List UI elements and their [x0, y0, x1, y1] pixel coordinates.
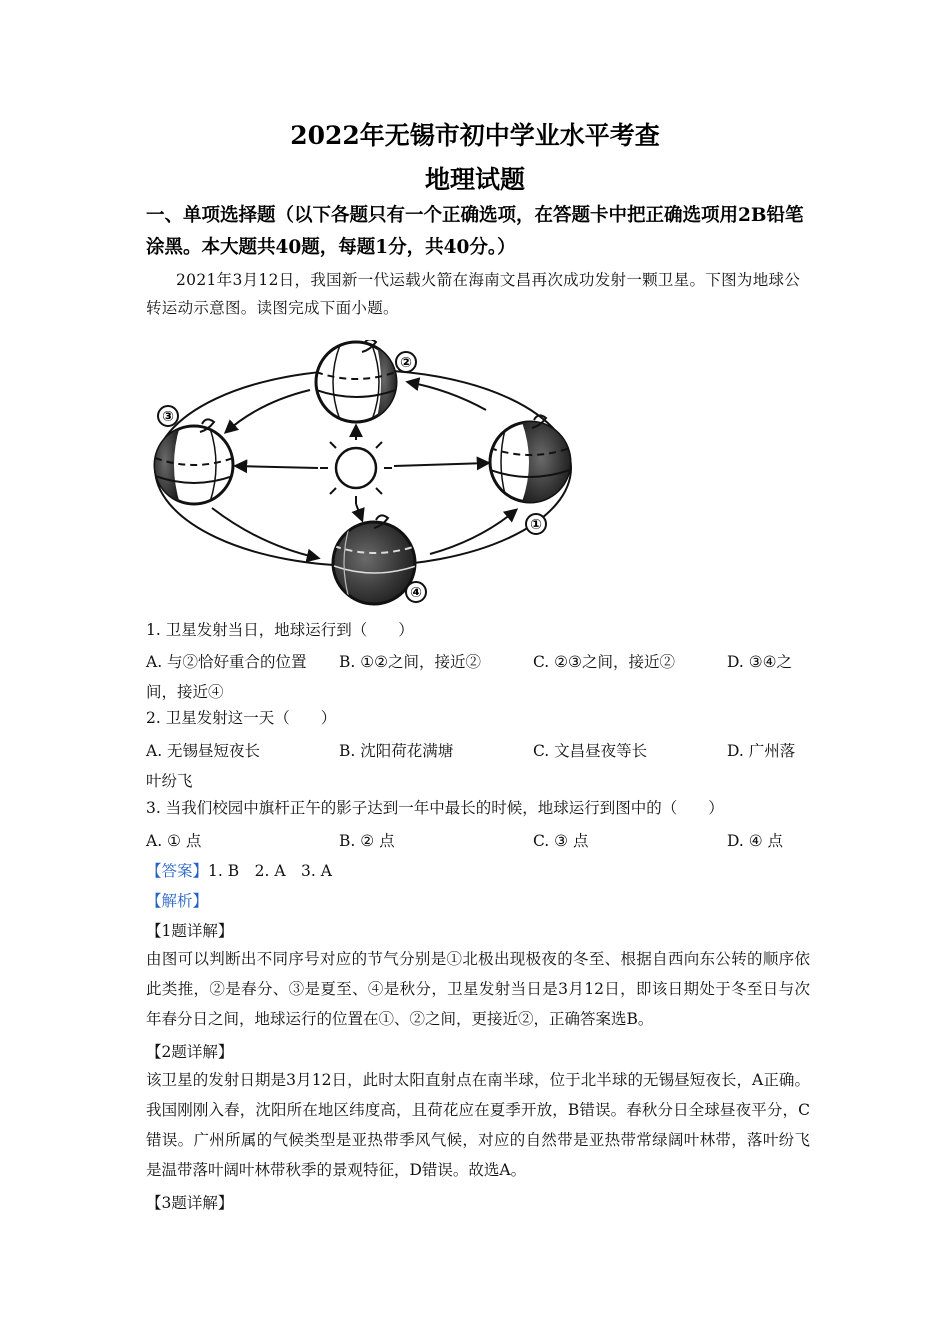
q3-option-a: A. ① 点 [146, 832, 202, 850]
ray-to-4 [356, 504, 362, 520]
label-marker-2 [396, 352, 416, 372]
q2-option-d-continued: 叶纷飞 [146, 772, 193, 790]
ray-to-1 [394, 463, 488, 466]
label-2: ② [400, 355, 412, 371]
analysis-tag: 【解析】 [146, 892, 209, 910]
earth-position-3 [155, 419, 233, 504]
q3-option-b: B. ② 点 [339, 832, 395, 850]
q1-option-b: B. ①②之间，接近② [339, 653, 482, 671]
q3-option-c: C. ③ 点 [533, 832, 589, 850]
label-1: ① [530, 517, 542, 533]
ray-to-3 [236, 466, 318, 468]
answer-line [146, 859, 332, 881]
earth-position-1 [490, 415, 570, 502]
sun-icon [320, 432, 392, 504]
label-marker-3 [158, 406, 178, 426]
q1-option-a: A. 与②恰好重合的位置 [146, 653, 307, 671]
q1-option-c: C. ②③之间，接近② [533, 653, 675, 671]
question-1-stem: 1. 卫星发射当日，地球运行到（ ） [146, 621, 414, 639]
question-3-stem: 3. 当我们校园中旗杆正午的影子达到一年中最长的时候，地球运行到图中的（ ） [146, 799, 724, 817]
detail-3-heading: 【3题详解】 [146, 1194, 234, 1212]
earth-position-4 [333, 515, 416, 604]
question-2-options [146, 739, 816, 759]
q1-option-d-continued: 间，接近④ [146, 683, 224, 701]
q2-option-c: C. 文昌昼夜等长 [533, 742, 648, 760]
label-3: ③ [162, 409, 174, 425]
q3-option-d: D. ④ 点 [727, 832, 784, 850]
label-4: ④ [410, 585, 422, 601]
orbit-arrow-3-4 [212, 508, 318, 558]
section-heading: 一、单项选择题（以下各题只有一个正确选项，在答题卡中把正确选项用2B铅笔涂黑。本大题共40题，每题1分，共40分。） [146, 205, 804, 258]
detail-2-text: 该卫星的发射日期是3月12日，此时太阳直射点在南半球，位于北半球的无锡昼短夜长，A正确。我国刚刚入春，沈阳所在地区纬度高，且荷花应在夏季开放，B错误。春秋分日全球昼夜平分，C错误。广州所属的气候类型是亚热带季风气候，对应的自然带是亚热带常绿阔叶林带，落叶纷飞是温带落叶阔叶林带秋季的景观特征，D错误。故选A。 [146, 1071, 810, 1179]
detail-2-heading: 【2题详解】 [146, 1043, 234, 1061]
orbit-arrow-2-3 [226, 390, 310, 432]
q2-option-a: A. 无锡昼短夜长 [146, 742, 261, 760]
q2-option-d: D. 广州落 [727, 742, 796, 760]
detail-1-text: 由图可以判断出不同序号对应的节气分别是①北极出现极夜的冬至、根据自西向东公转的顺序依此类推，②是春分、③是夏至、④是秋分，卫星发射当日是3月12日，即该日期处于冬至日与次年春分日之间，地球运行的位置在①、②之间，更接近②，正确答案选B。 [146, 950, 810, 1028]
detail-1-heading: 【1题详解】 [146, 922, 234, 940]
answer-text: 1. B 2. A 3. A [208, 862, 332, 880]
orbit-arrow-4-1 [430, 510, 516, 554]
intro-paragraph: 2021年3月12日，我国新一代运载火箭在海南文昌再次成功发射一颗卫星。下图为地球公转运动示意图。读图完成下面小题。 [146, 271, 801, 317]
earth-position-2 [316, 340, 396, 422]
page-subtitle: 地理试题 [424, 165, 525, 194]
q1-option-d: D. ③④之 [727, 653, 793, 671]
question-2-stem: 2. 卫星发射这一天（ ） [146, 709, 337, 727]
label-marker-1 [526, 514, 546, 534]
q2-option-b: B. 沈阳荷花满塘 [339, 742, 454, 760]
answer-tag: 【答案】 [146, 862, 209, 880]
label-marker-4 [406, 582, 426, 602]
page-title: 2022年无锡市初中学业水平考查 [290, 121, 660, 150]
question-3-options [146, 829, 816, 849]
earth-orbit-diagram [150, 340, 590, 610]
question-1-options [146, 650, 816, 670]
